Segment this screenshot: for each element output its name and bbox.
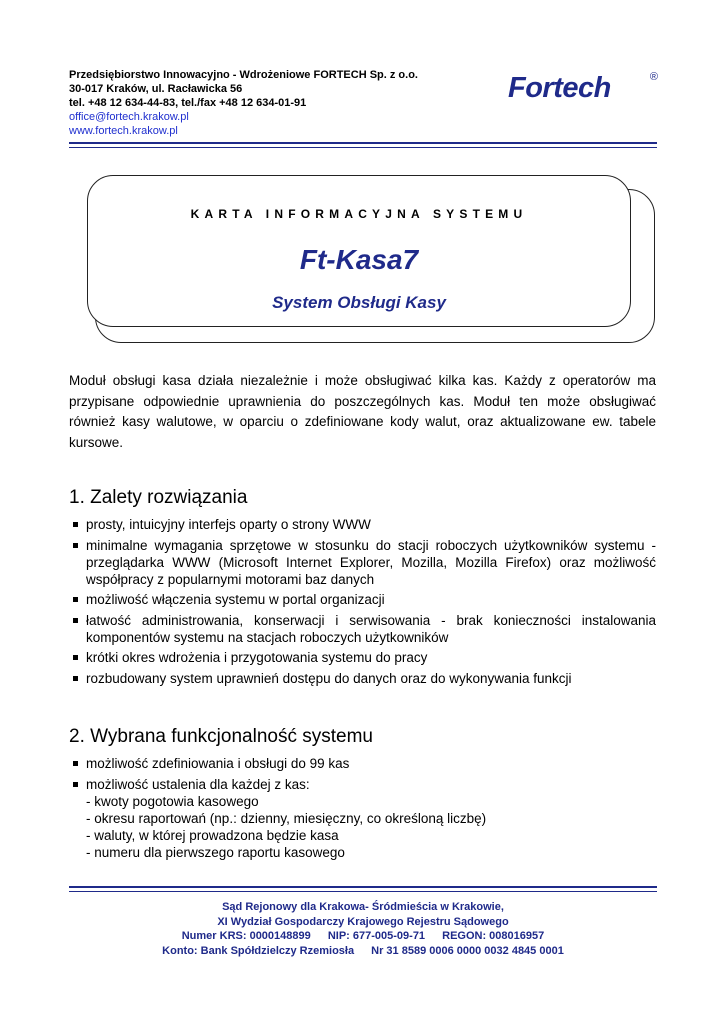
list-item: łatwość administrowania, konserwacji i serwisowania - brak konieczności instalowania komponentów systemu na stacjach roboczych użytkowników: [69, 612, 656, 646]
bullet-square-icon: [73, 676, 78, 681]
bullet-square-icon: [73, 618, 78, 623]
list-item: prosty, intuicyjny interfejs oparty o strony WWW: [69, 516, 656, 533]
card-kicker: KARTA INFORMACYJNA SYSTEMU: [190, 207, 528, 221]
company-phones: tel. +48 12 634-44-83, tel./fax +48 12 634-01-91: [69, 97, 307, 109]
company-info: [69, 68, 489, 138]
footer-bank-name: Konto: Bank Spółdzielczy Rzemiosła: [162, 944, 355, 957]
header-divider-thin: [69, 147, 657, 148]
list-item: krótki okres wdrożenia i przygotowania systemu do pracy: [69, 649, 656, 666]
company-address: 30-017 Kraków, ul. Racławicka 56: [69, 83, 243, 95]
bullet-square-icon: [73, 782, 78, 787]
bullet-square-icon: [73, 761, 78, 766]
footer-department: XI Wydział Gospodarczy Krajowego Rejestru Sądowego: [217, 915, 509, 928]
footer-nip: NIP: 677-005-09-71: [327, 930, 426, 942]
list-item: możliwość włączenia systemu w portal organizacji: [69, 591, 656, 608]
bullet-square-icon: [73, 543, 78, 548]
company-name: Przedsiębiorstwo Innowacyjno - Wdrożeniowe FORTECH Sp. z o.o.: [69, 69, 418, 81]
functionality-list: [69, 755, 656, 864]
website-link[interactable]: www.fortech.krakow.pl: [69, 125, 178, 137]
bullet-square-icon: [73, 522, 78, 527]
title-card: [87, 175, 631, 327]
header-divider: [69, 142, 657, 144]
advantages-list: [69, 516, 656, 690]
section-heading-advantages: 1. Zalety rozwiązania: [69, 487, 248, 508]
cash-settings-sublist: [86, 793, 656, 861]
sublist-item: - numeru dla pierwszego raportu kasowego: [86, 844, 345, 860]
footer-bank: [69, 944, 657, 959]
footer-divider: [69, 886, 657, 888]
product-title: Ft-Kasa7: [299, 244, 419, 275]
sublist-item: - kwoty pogotowia kasowego: [86, 793, 259, 809]
bullet-square-icon: [73, 597, 78, 602]
email-link[interactable]: office@fortech.krakow.pl: [69, 111, 189, 123]
bullet-square-icon: [73, 655, 78, 660]
footer-registry: [69, 900, 657, 958]
list-item: możliwość zdefiniowania i obsługi do 99 kas: [69, 755, 656, 772]
footer-ids: [69, 929, 657, 944]
list-item: możliwość ustalenia dla każdej z kas: - kwoty pogotowia kasowego - okresu raportowań (np.: dzienny, miesięczny, co określoną liczbę) - waluty, w której prowadzona będzie kasa - numeru dla pierwszego raportu kasowego: [69, 776, 656, 861]
footer-account-number: Nr 31 8589 0006 0000 0032 4845 0001: [371, 944, 564, 957]
sublist-item: - okresu raportowań (np.: dzienny, miesięczny, co określoną liczbę): [86, 810, 487, 826]
footer-divider-thin: [69, 891, 657, 892]
sublist-item: - waluty, w której prowadzona będzie kasa: [86, 827, 339, 843]
footer-krs: Numer KRS: 0000148899: [181, 930, 311, 942]
intro-paragraph: Moduł obsługi kasa działa niezależnie i może obsługiwać kilka kas. Każdy z operatorów ma przypisane odpowiednie uprawnienia do poszczególnych kas. Moduł ten może obsługiwać również kasy walutowe, w oparciu o zdefiniowane kody walut, oraz aktualizowane ew. tabele kursowe.: [69, 373, 656, 450]
footer-court: Sąd Rejonowy dla Krakowa- Śródmieścia w Krakowie,: [222, 901, 504, 913]
footer-regon: REGON: 008016957: [442, 930, 545, 942]
logo-wordmark: Fortech: [508, 72, 611, 104]
registered-mark: ®: [649, 71, 658, 83]
product-subtitle: System Obsługi Kasy: [272, 293, 446, 312]
fortech-logo: [508, 70, 658, 106]
list-item: minimalne wymagania sprzętowe w stosunku do stacji roboczych użytkowników systemu - przeglądarka WWW (Microsoft Internet Explorer, Mozilla, Mozilla Firefox) oraz możliwość współpracy z popularnymi motorami baz danych: [69, 537, 656, 588]
section-heading-functionality: 2. Wybrana funkcjonalność systemu: [69, 726, 373, 747]
list-item: rozbudowany system uprawnień dostępu do danych oraz do wykonywania funkcji: [69, 670, 656, 687]
